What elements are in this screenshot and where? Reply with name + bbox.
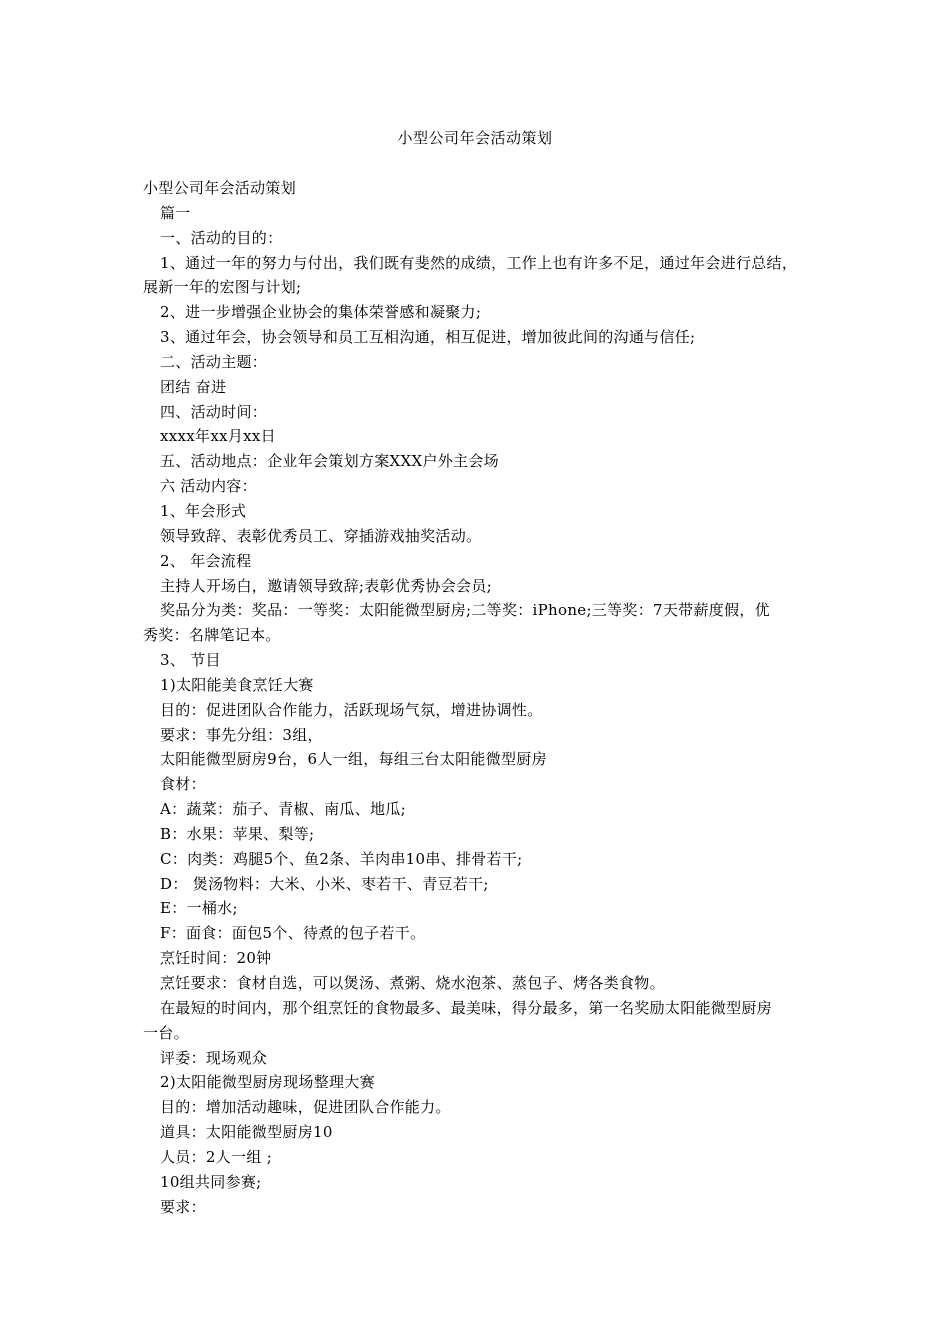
document-line: 一台。 xyxy=(143,1023,189,1042)
document-line: F：面食：面包5个、待煮的包子若干。 xyxy=(160,924,426,943)
document-line: 烹饪要求：食材自选，可以煲汤、煮粥、烧水泡茶、蒸包子、烤各类食物。 xyxy=(160,974,665,992)
document-line: 六 活动内容： xyxy=(160,477,257,496)
document-line: 二、活动主题： xyxy=(160,352,268,371)
document-line: 3、通过年会，协会领导和员工互相沟通，相互促进，增加彼此间的沟通与信任; xyxy=(160,328,696,347)
document-line: 目的：增加活动趣味，促进团队合作能力。 xyxy=(160,1098,451,1117)
document-line: E：一桶水; xyxy=(160,899,238,918)
document-line: 1、年会形式 xyxy=(160,501,247,520)
document-line: 2、 年会流程 xyxy=(160,551,252,570)
document-line: 主持人开场白，邀请领导致辞;表彰优秀协会会员; xyxy=(160,576,493,595)
document-line: 1)太阳能美食烹饪大赛 xyxy=(160,675,314,694)
document-line: 奖品分为类：奖品：一等奖：太阳能微型厨房;二等奖：iPhone;三等奖：7天带薪度假，优 xyxy=(160,601,770,620)
document-line: 篇一 xyxy=(160,203,191,222)
document-line: 烹饪时间：20钟 xyxy=(160,949,272,968)
document-line: 在最短的时间内，那个组烹饪的食物最多、最美味，得分最多，第一名奖励太阳能微型厨房 xyxy=(160,998,773,1017)
document-line: 要求：事先分组：3组， xyxy=(160,725,323,744)
document-line: 10组共同参赛; xyxy=(160,1172,262,1191)
document-line: 道具：太阳能微型厨房10 xyxy=(160,1123,333,1142)
document-line: 食材： xyxy=(160,775,206,794)
document-line: 五、活动地点：企业年会策划方案XXX户外主会场 xyxy=(160,452,499,471)
document-line: 展新一年的宏图与计划; xyxy=(143,278,302,297)
document-line: 团结 奋进 xyxy=(160,377,227,396)
document-line: A：蔬菜：茄子、青椒、南瓜、地瓜; xyxy=(160,800,406,819)
document-line: 1、通过一年的努力与付出，我们既有斐然的成绩，工作上也有许多不足，通过年会进行总结， xyxy=(160,253,798,272)
document-title: 小型公司年会活动策划 xyxy=(397,129,553,147)
document-line: 人员：2人一组 ; xyxy=(160,1147,273,1166)
document-line: 太阳能微型厨房9台，6人一组，每组三台太阳能微型厨房 xyxy=(160,750,547,769)
document-line: 2)太阳能微型厨房现场整理大赛 xyxy=(160,1073,375,1092)
document-line: 目的：促进团队合作能力，活跃现场气氛，增进协调性。 xyxy=(160,700,543,719)
document-line: B：水果：苹果、梨等; xyxy=(160,824,315,843)
document-line: D： 煲汤物料：大米、小米、枣若干、青豆若干; xyxy=(160,874,489,893)
document-line: 一、活动的目的： xyxy=(160,228,283,247)
document-line: 要求： xyxy=(160,1197,206,1216)
document-line: 评委：现场观众 xyxy=(160,1048,268,1067)
document-line: 四、活动时间： xyxy=(160,402,268,421)
document-line: 领导致辞、表彰优秀员工、穿插游戏抽奖活动。 xyxy=(160,526,482,545)
document-line: xxxx年xx月xx日 xyxy=(160,427,276,446)
document-line: 3、 节目 xyxy=(160,651,221,670)
document-line: 秀奖：名牌笔记本。 xyxy=(143,626,281,645)
document-body xyxy=(143,176,823,1219)
document-line: 小型公司年会活动策划 xyxy=(143,179,297,197)
document-line: 2、进一步增强企业协会的集体荣誉感和凝聚力; xyxy=(160,303,482,322)
document-line: C：肉类：鸡腿5个、鱼2条、羊肉串10串、排骨若干; xyxy=(160,849,523,868)
